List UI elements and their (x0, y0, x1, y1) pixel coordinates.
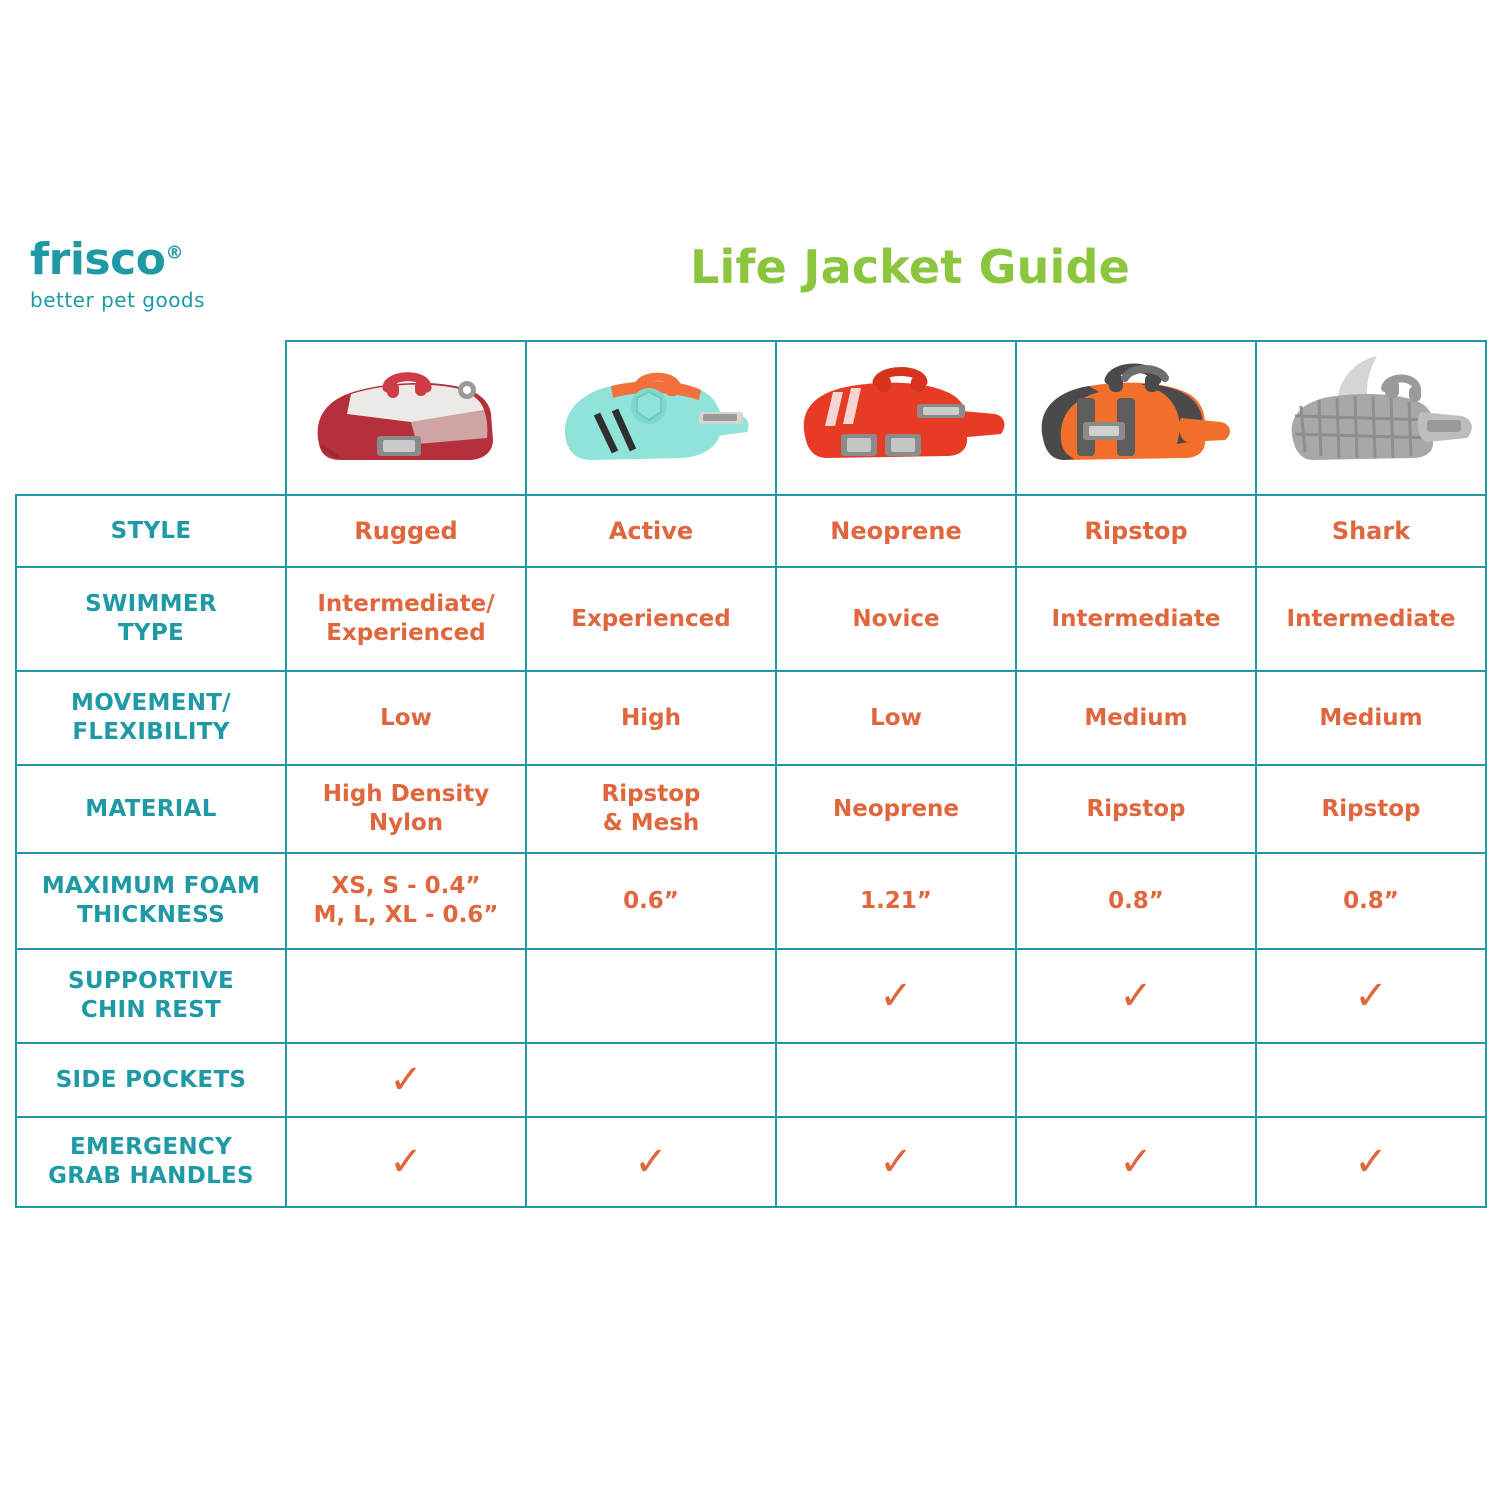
cell-swimmer-rugged-line1: Intermediate/ (317, 591, 495, 618)
cell-movement-neoprene: Low (776, 671, 1016, 765)
cell-movement-active: High (526, 671, 776, 765)
cell-foam-ripstop: 0.8” (1016, 853, 1256, 949)
cell-style-ripstop: Ripstop (1016, 495, 1256, 567)
cell-foam-rugged-line2: M, L, XL - 0.6” (313, 902, 499, 928)
frisco-logo (30, 234, 330, 312)
cell-foam-rugged-line1: XS, S - 0.4” (331, 873, 481, 900)
table-row-grab-handles (16, 1117, 1486, 1207)
cell-material-ripstop: Ripstop (1016, 765, 1256, 853)
ripstop-jacket-illustration (1017, 343, 1255, 493)
header (0, 228, 1500, 318)
comparison-table (15, 340, 1487, 1208)
cell-swimmer-rugged (286, 567, 526, 671)
product-image-rugged (286, 341, 526, 495)
cell-material-active-line2: & Mesh (602, 810, 700, 836)
row-label-swimmer-type-line1: SWIMMER (85, 591, 217, 618)
cell-foam-active: 0.6” (526, 853, 776, 949)
cell-material-rugged (286, 765, 526, 853)
cell-material-rugged-line2: Nylon (368, 810, 444, 836)
row-label-material: MATERIAL (16, 765, 286, 853)
cell-material-rugged-line1: High Density (322, 781, 490, 808)
cell-style-rugged: Rugged (286, 495, 526, 567)
cell-chin-rest-active (526, 949, 776, 1043)
cell-grab-handles-rugged: ✓ (286, 1117, 526, 1207)
table-row-movement (16, 671, 1486, 765)
cell-swimmer-rugged-line2: Experienced (326, 620, 486, 646)
cell-movement-shark: Medium (1256, 671, 1486, 765)
empty-corner-cell (16, 341, 286, 495)
product-image-neoprene (776, 341, 1016, 495)
cell-material-active (526, 765, 776, 853)
cell-material-shark: Ripstop (1256, 765, 1486, 853)
table-row-foam-thickness (16, 853, 1486, 949)
cell-chin-rest-ripstop: ✓ (1016, 949, 1256, 1043)
row-label-swimmer-type (16, 567, 286, 671)
cell-style-active: Active (526, 495, 776, 567)
cell-style-shark: Shark (1256, 495, 1486, 567)
table-row-chin-rest (16, 949, 1486, 1043)
cell-side-pockets-ripstop (1016, 1043, 1256, 1117)
row-label-movement (16, 671, 286, 765)
cell-chin-rest-neoprene: ✓ (776, 949, 1016, 1043)
registered-trademark-icon: ® (165, 242, 183, 264)
row-label-chin-rest-line1: SUPPORTIVE (68, 968, 234, 995)
table-row-style (16, 495, 1486, 567)
cell-movement-ripstop: Medium (1016, 671, 1256, 765)
row-label-grab-handles (16, 1117, 286, 1207)
product-image-row (16, 341, 1486, 495)
cell-grab-handles-neoprene: ✓ (776, 1117, 1016, 1207)
cell-grab-handles-active: ✓ (526, 1117, 776, 1207)
row-label-style: STYLE (16, 495, 286, 567)
logo-text: frisco (30, 234, 166, 285)
neoprene-jacket-illustration (777, 343, 1015, 493)
table-row-material (16, 765, 1486, 853)
row-label-foam-line1: MAXIMUM FOAM (41, 873, 261, 900)
product-image-ripstop (1016, 341, 1256, 495)
cell-side-pockets-active (526, 1043, 776, 1117)
cell-material-active-line1: Ripstop (601, 781, 701, 808)
cell-foam-neoprene: 1.21” (776, 853, 1016, 949)
cell-side-pockets-neoprene (776, 1043, 1016, 1117)
row-label-movement-line2: FLEXIBILITY (72, 719, 230, 745)
rugged-jacket-illustration (287, 343, 525, 493)
cell-swimmer-ripstop: Intermediate (1016, 567, 1256, 671)
cell-swimmer-shark: Intermediate (1256, 567, 1486, 671)
row-label-movement-line1: MOVEMENT/ (71, 690, 231, 717)
product-image-shark (1256, 341, 1486, 495)
cell-foam-rugged (286, 853, 526, 949)
row-label-foam-line2: THICKNESS (77, 902, 225, 928)
cell-grab-handles-shark: ✓ (1256, 1117, 1486, 1207)
cell-grab-handles-ripstop: ✓ (1016, 1117, 1256, 1207)
table-row-side-pockets (16, 1043, 1486, 1117)
logo-wordmark (30, 234, 330, 285)
row-label-swimmer-type-line2: TYPE (117, 620, 185, 646)
row-label-foam-thickness (16, 853, 286, 949)
cell-foam-shark: 0.8” (1256, 853, 1486, 949)
active-jacket-illustration (527, 343, 775, 493)
row-label-chin-rest (16, 949, 286, 1043)
row-label-grab-handles-line1: EMERGENCY (69, 1134, 233, 1161)
comparison-table-wrapper (15, 340, 1485, 1208)
shark-jacket-illustration (1257, 343, 1485, 493)
product-image-active (526, 341, 776, 495)
row-label-grab-handles-line2: GRAB HANDLES (48, 1163, 254, 1189)
cell-style-neoprene: Neoprene (776, 495, 1016, 567)
cell-movement-rugged: Low (286, 671, 526, 765)
cell-swimmer-neoprene: Novice (776, 567, 1016, 671)
cell-side-pockets-rugged: ✓ (286, 1043, 526, 1117)
cell-chin-rest-rugged (286, 949, 526, 1043)
cell-side-pockets-shark (1256, 1043, 1486, 1117)
logo-tagline: better pet goods (30, 288, 206, 312)
row-label-side-pockets: SIDE POCKETS (16, 1043, 286, 1117)
cell-chin-rest-shark: ✓ (1256, 949, 1486, 1043)
cell-material-neoprene: Neoprene (776, 765, 1016, 853)
row-label-chin-rest-line2: CHIN REST (80, 997, 222, 1023)
cell-swimmer-active: Experienced (526, 567, 776, 671)
table-row-swimmer-type (16, 567, 1486, 671)
page-title: Life Jacket Guide (689, 240, 1131, 294)
